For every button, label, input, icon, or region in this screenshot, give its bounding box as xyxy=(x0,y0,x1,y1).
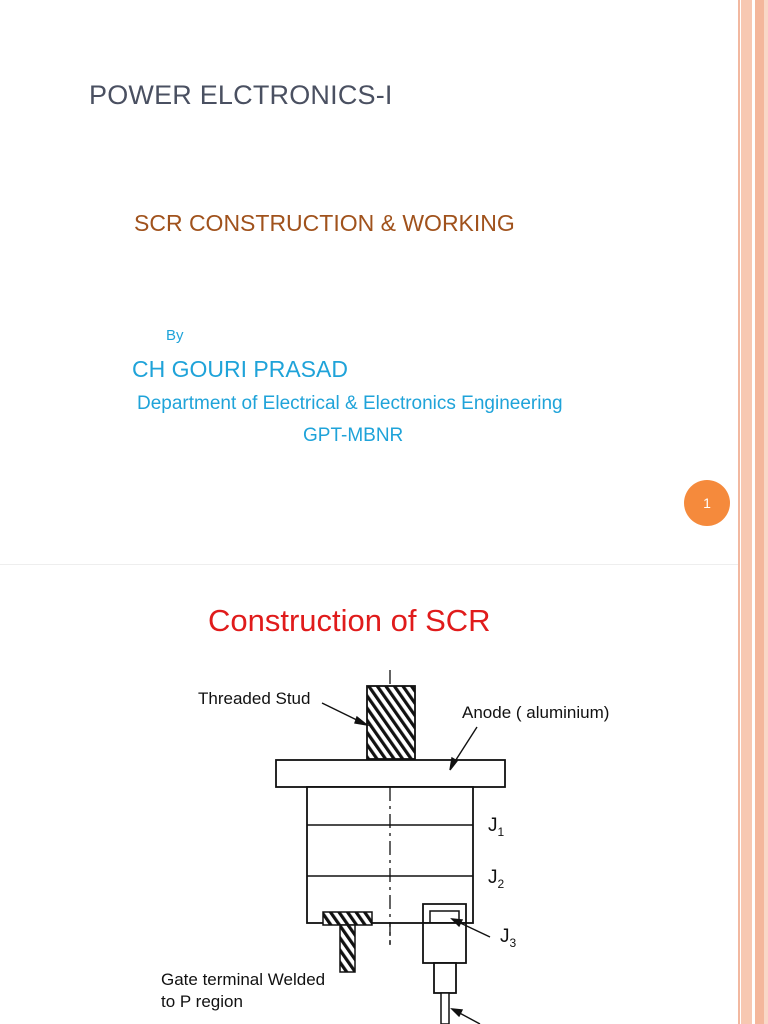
threaded-stud xyxy=(367,686,415,759)
by-label: By xyxy=(166,327,184,344)
construction-title: Construction of SCR xyxy=(208,603,491,638)
junction-j1-label: $J_1$ xyxy=(488,815,505,839)
institute-name: GPT-MBNR xyxy=(303,425,404,446)
cathode-lead-tip xyxy=(434,963,456,993)
junction-j3-label: $J_3$ xyxy=(500,926,517,950)
cathode-lead-body xyxy=(423,923,466,963)
page-number-badge: 1 xyxy=(684,480,730,526)
anode-label: Anode ( aluminium) xyxy=(462,703,610,722)
scr-construction-diagram xyxy=(0,565,738,1024)
slide-title: POWER ELCTRONICS-I xyxy=(89,80,393,110)
gate-terminal-label-line2: to P region xyxy=(161,992,243,1011)
slide-subtitle: SCR CONSTRUCTION & WORKING xyxy=(134,210,515,236)
junction-j2-label: $J_2$ xyxy=(488,867,505,891)
department-name: Department of Electrical & Electronics Engineering xyxy=(137,393,563,414)
anode-plate xyxy=(276,760,505,787)
right-border-strip xyxy=(738,0,740,1024)
gate-terminal-top xyxy=(323,912,372,925)
gate-terminal-stem xyxy=(340,925,355,972)
author-name: CH GOURI PRASAD xyxy=(132,356,348,382)
threaded-stud-label: Threaded Stud xyxy=(198,689,311,708)
gate-terminal-label-line1: Gate terminal Welded xyxy=(161,970,326,989)
